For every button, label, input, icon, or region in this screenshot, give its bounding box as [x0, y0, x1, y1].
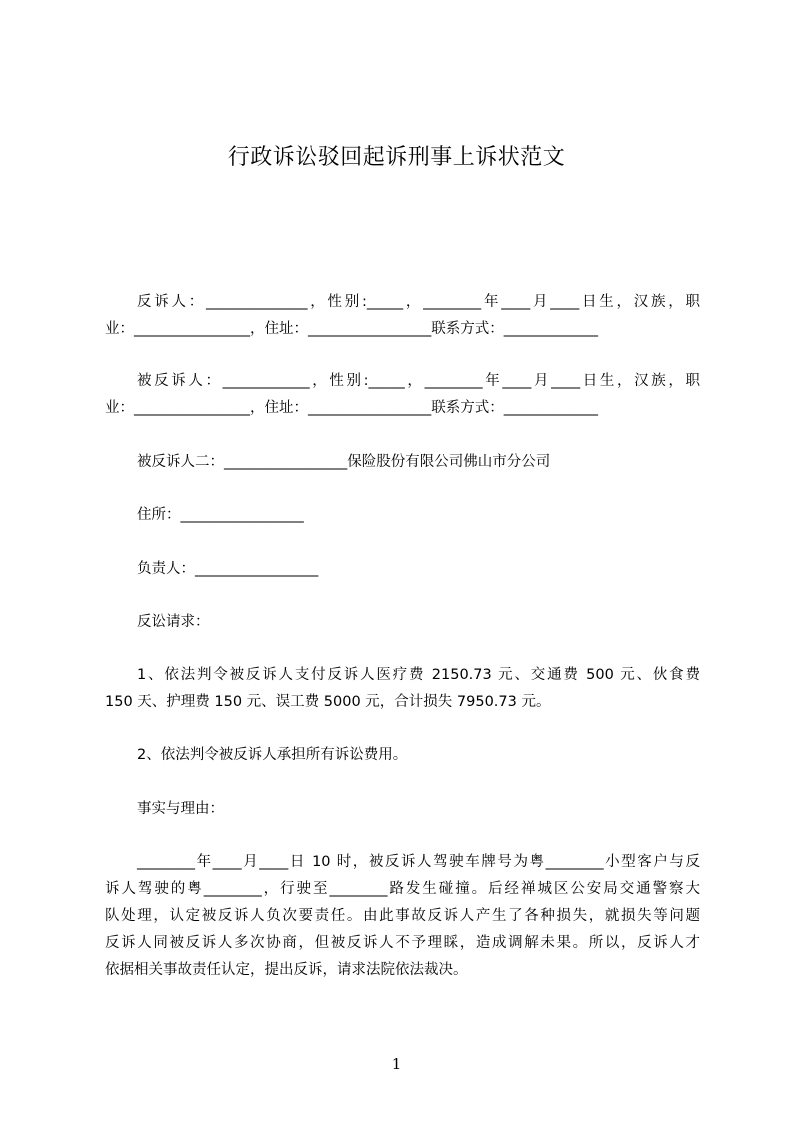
residence-line: 住所：_________________ [137, 507, 304, 523]
facts-line-5: 依据相关事故责任认定，提出反诉，请求法院依法裁决。 [105, 962, 468, 978]
facts-heading: 事实与理由： [137, 801, 224, 817]
document-title: 行政诉讼驳回起诉刑事上诉状范文 [227, 145, 566, 170]
counter-plaintiff-line-1: 反诉人：______________，性别:_____，________年____月____日生，汉族，职 [137, 294, 700, 310]
facts-line-2: 诉人驾驶的粤________，行驶至________路发生碰撞。后经禅城区公安局交通警察大 [105, 881, 700, 897]
responsible-person-line: 负责人：_________________ [137, 561, 319, 577]
claim-one-line-2: 150 天、护理费 150 元、误工费 5000 元，合计损失 7950.73 元。 [105, 694, 551, 710]
counter-plaintiff-line-2: 业：________________，住址：_________________联系方式：_____________ [105, 321, 598, 337]
defendant-one-line-1: 被反诉人：____________，性别:_____，________年____月____日生，汉族，职 [137, 373, 700, 389]
claims-heading: 反讼请求： [137, 614, 210, 630]
claim-two-line: 2、依法判令被反诉人承担所有诉讼费用。 [137, 747, 408, 763]
defendant-two-line: 被反诉人二：_________________保险股份有限公司佛山市分公司 [137, 454, 551, 470]
facts-line-1: ________年____月____日 10 时，被反诉人驾驶车牌号为粤________小型客户与反 [137, 854, 700, 870]
claim-one-line-1: 1、依法判令被反诉人支付反诉人医疗费 2150.73 元、交通费 500 元、伙食费 [137, 667, 700, 683]
page-number: 1 [391, 1055, 402, 1073]
defendant-one-line-2: 业：________________，住址：_________________联系方式：_____________ [105, 400, 598, 416]
facts-line-4: 反诉人同被反诉人多次协商，但被反诉人不予理睬，造成调解未果。所以，反诉人才 [105, 935, 700, 951]
facts-line-3: 队处理，认定被反诉人负次要责任。由此事故反诉人产生了各种损失，就损失等问题 [105, 908, 700, 924]
